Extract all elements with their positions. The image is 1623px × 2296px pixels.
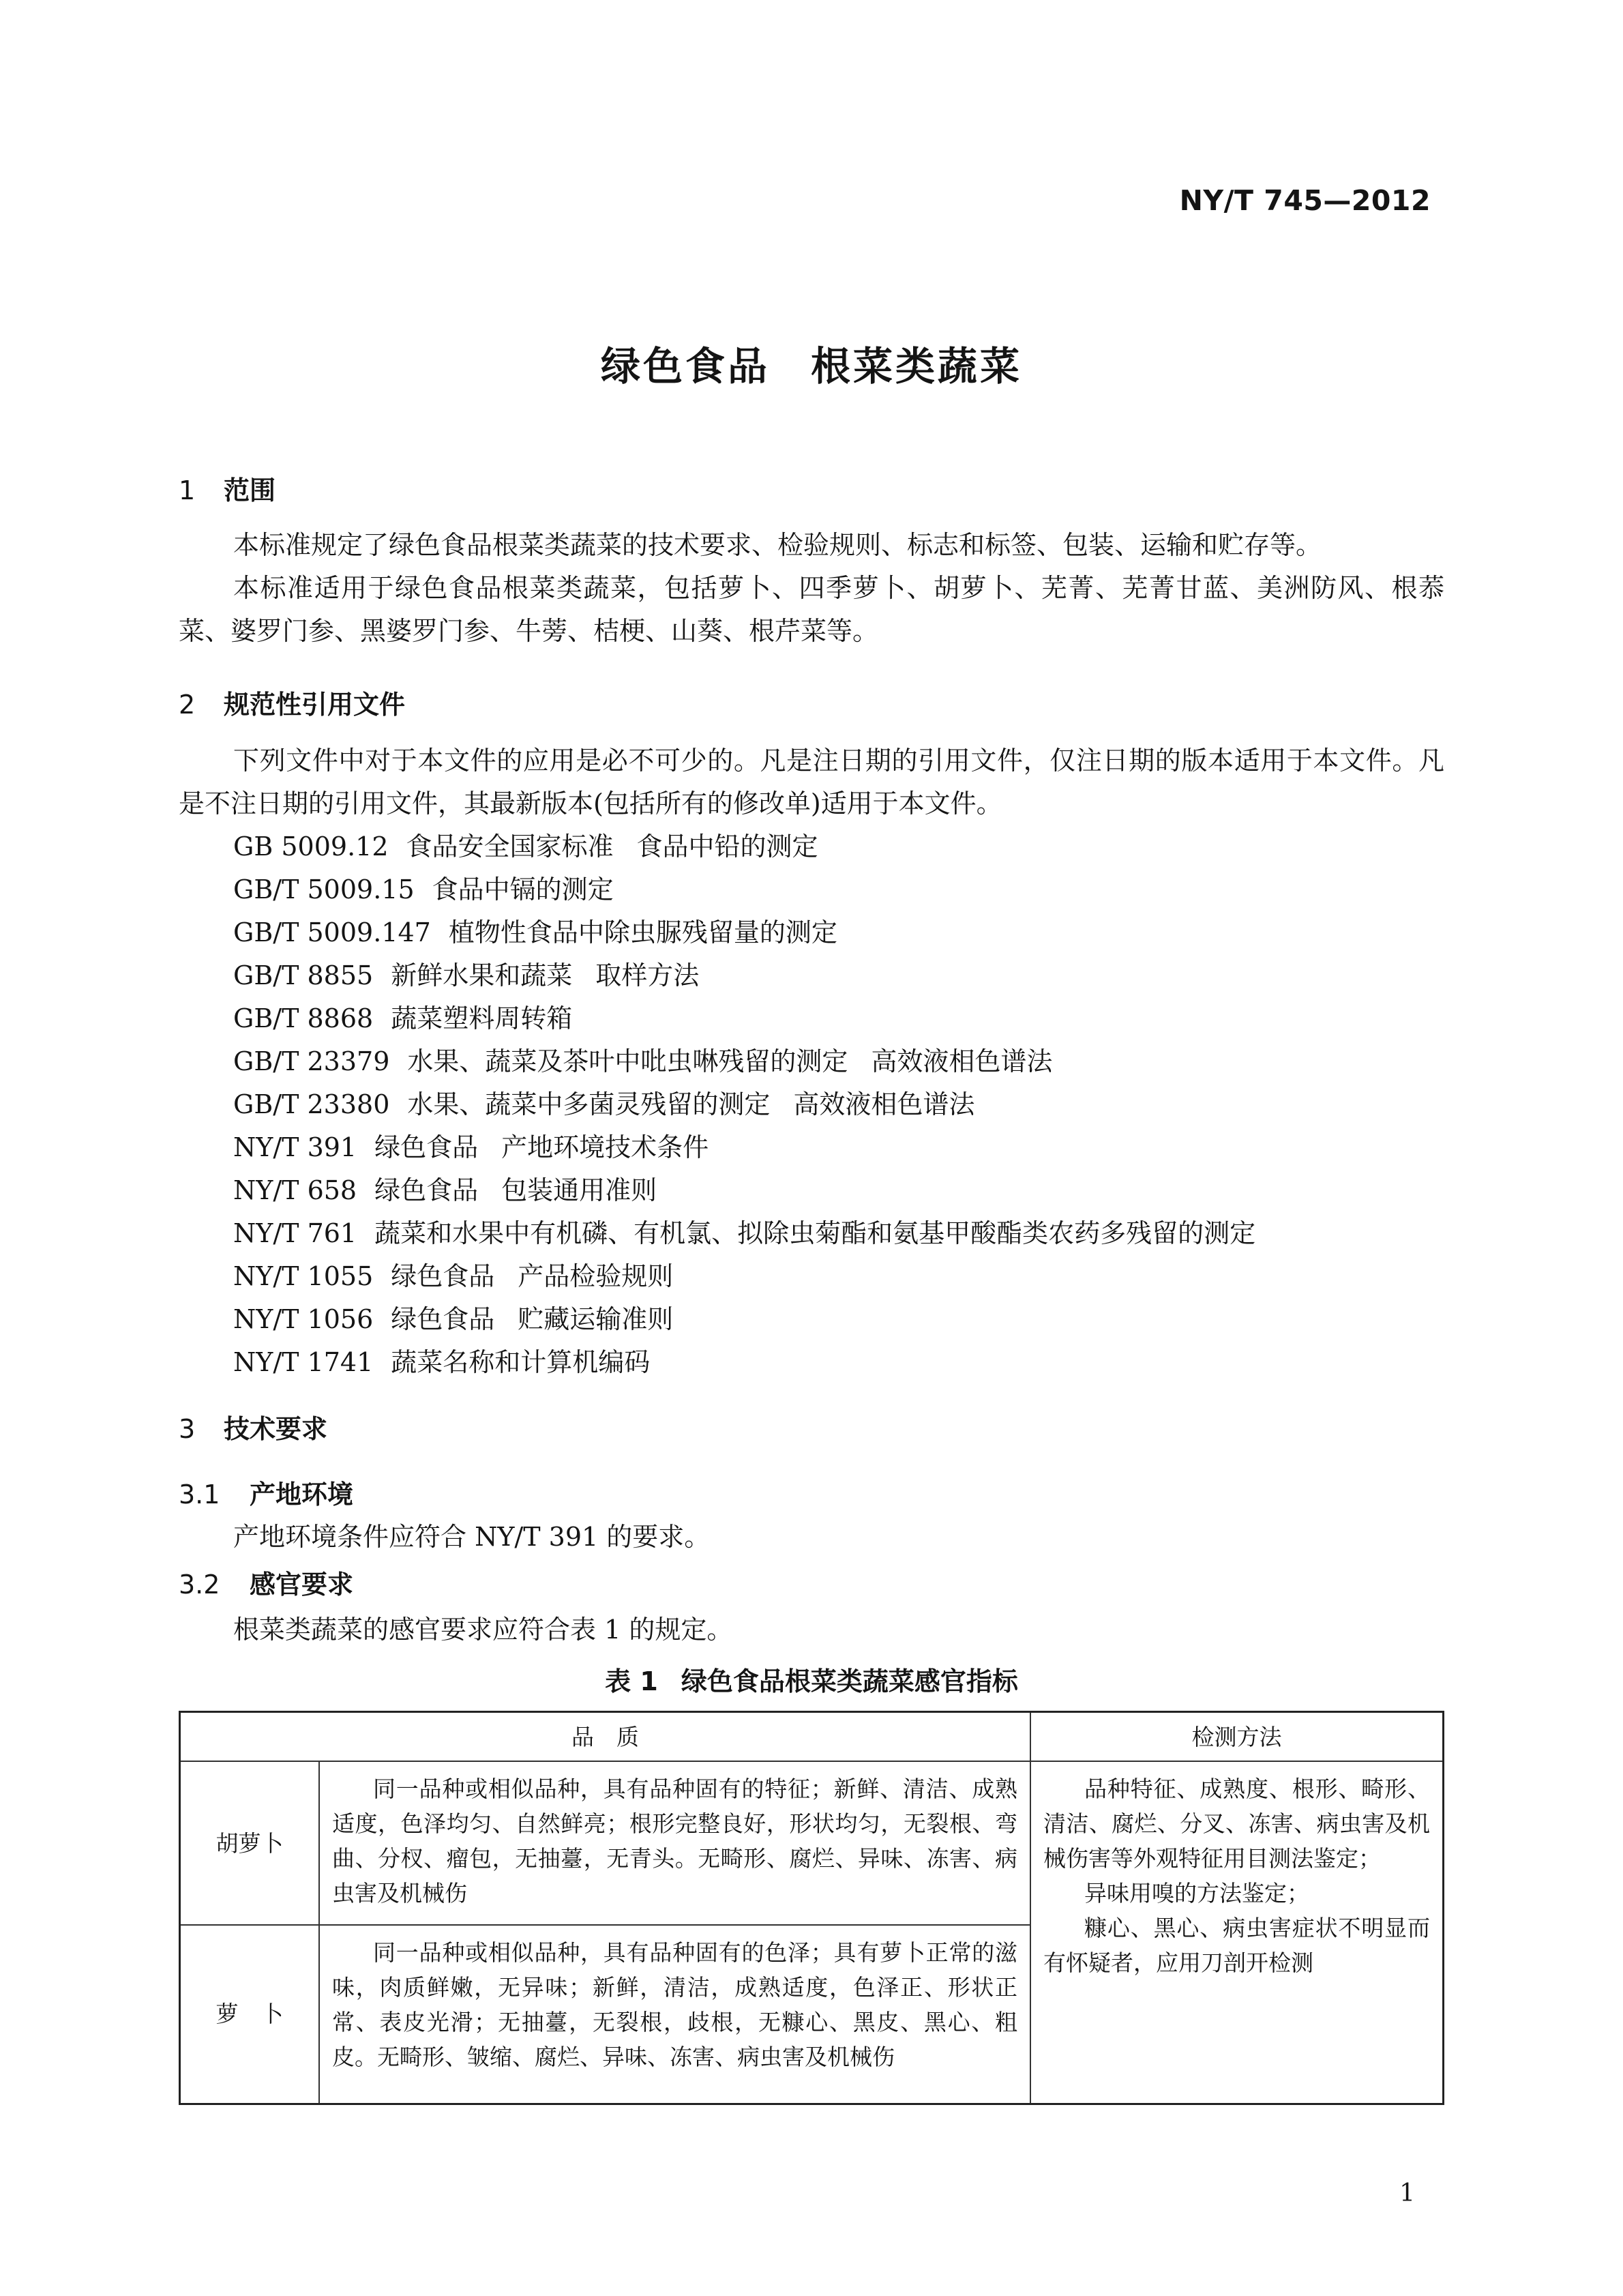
section-1-body: [179, 524, 1444, 653]
standard-code: NY/T 745—2012: [1179, 184, 1431, 217]
reference-code: NY/T 391: [233, 1132, 357, 1162]
sensory-table: [179, 1711, 1444, 2105]
section-3-heading: [179, 1408, 327, 1445]
reference-code: NY/T 1055: [233, 1261, 374, 1291]
table-title: 绿色食品根菜类蔬菜感官指标: [681, 1666, 1018, 1696]
method-text: 糠心、黑心、病虫害症状不明显而有怀疑者，应用刀剖开检测: [1043, 1915, 1430, 1976]
header-quality: 品 质: [180, 1712, 1031, 1762]
reference-code: GB/T 5009.15: [233, 874, 415, 904]
reference-item: [233, 1083, 1279, 1126]
reference-item: [233, 1169, 1279, 1212]
reference-title: 食品安全国家标准: [406, 831, 614, 862]
method-cell: [1030, 1761, 1444, 2104]
section-title: 技术要求: [224, 1414, 328, 1444]
reference-title: 绿色食品: [374, 1175, 479, 1205]
reference-title: 蔬菜名称和计算机编码: [391, 1347, 651, 1377]
section-3-2-heading: [179, 1563, 353, 1601]
section-3-1-text: 产地环境条件应符合 NY/T 391 的要求。: [233, 1522, 711, 1552]
table-row: [180, 1761, 1444, 1925]
section-number: 3: [179, 1414, 196, 1444]
section-number: 2: [179, 690, 196, 720]
reference-item: [233, 1341, 1279, 1384]
reference-title: 水果、蔬菜及茶叶中吡虫啉残留的测定: [407, 1046, 848, 1076]
table-header-row: [180, 1712, 1444, 1762]
quality-text: 同一品种或相似品种，具有品种固有的色泽；具有萝卜正常的滋味，肉质鲜嫩，无异味；新鲜，清洁，成熟适度，色泽正、形状正常、表皮光滑；无抽薹，无裂根，歧根，无糠心、黑皮、黑心、粗皮。无畸形、皱缩、腐烂、异味、冻害、病虫害及机械伤: [332, 1939, 1017, 2070]
section-title: 产地环境: [250, 1480, 354, 1510]
header-method: 检测方法: [1030, 1712, 1444, 1762]
reference-title: 蔬菜塑料周转箱: [391, 1003, 573, 1033]
reference-code: NY/T 1056: [233, 1304, 374, 1334]
reference-subtitle: 贮藏运输准则: [518, 1304, 674, 1334]
title-part-2: 根菜类蔬菜: [811, 343, 1023, 389]
quality-cell: [319, 1925, 1030, 2104]
section-2-intro: [179, 739, 1444, 825]
section-number: 3.2: [179, 1570, 220, 1600]
reference-code: GB/T 5009.147: [233, 917, 431, 947]
reference-subtitle: 取样方法: [595, 960, 700, 990]
reference-subtitle: 产地环境技术条件: [501, 1132, 709, 1162]
reference-code: NY/T 1741: [233, 1347, 374, 1377]
reference-subtitle: 产品检验规则: [518, 1261, 674, 1291]
reference-item: [233, 868, 1279, 911]
paragraph: 本标准适用于绿色食品根菜类蔬菜，包括萝卜、四季萝卜、胡萝卜、芜菁、芜菁甘蓝、美洲防风、根菾菜、婆罗门参、黑婆罗门参、牛蒡、桔梗、山葵、根芹菜等。: [179, 573, 1444, 646]
quality-text: 同一品种或相似品种，具有品种固有的特征；新鲜、清洁、成熟适度，色泽均匀、自然鲜亮；根形完整良好，形状均匀，无裂根、弯曲、分杈、瘤包，无抽薹，无青头。无畸形、腐烂、异味、冻害、病虫害及机械伤: [332, 1776, 1017, 1907]
page-number: 1: [1399, 2179, 1415, 2207]
method-text: 品种特征、成熟度、根形、畸形、清洁、腐烂、分叉、冻害、病虫害及机械伤害等外观特征用目测法鉴定；: [1043, 1776, 1430, 1872]
reference-title: 蔬菜和水果中有机磷、有机氯、拟除虫菊酯和氨基甲酸酯类农药多残留的测定: [374, 1218, 1256, 1248]
table-number: 表 1: [605, 1666, 658, 1696]
title-part-1: 绿色食品: [600, 343, 770, 389]
section-2-heading: [179, 683, 405, 721]
reference-item: [233, 997, 1279, 1040]
method-text: 异味用嗅的方法鉴定；: [1084, 1880, 1309, 1907]
vegetable-name: 胡萝卜: [180, 1761, 320, 1925]
reference-item: [233, 911, 1279, 954]
reference-subtitle: 高效液相色谱法: [793, 1089, 975, 1119]
reference-code: GB 5009.12: [233, 831, 389, 862]
reference-subtitle: 包装通用准则: [501, 1175, 657, 1205]
quality-cell: [319, 1761, 1030, 1925]
reference-code: NY/T 761: [233, 1218, 357, 1248]
reference-title: 绿色食品: [391, 1304, 495, 1334]
section-title: 范围: [224, 475, 276, 505]
reference-item: [233, 954, 1279, 997]
reference-code: GB/T 8855: [233, 960, 374, 990]
reference-item: [233, 1040, 1279, 1083]
reference-title: 食品中镉的测定: [432, 874, 614, 904]
reference-item: [233, 825, 1279, 868]
section-3-1-heading: [179, 1473, 353, 1511]
reference-item: [233, 1298, 1279, 1341]
section-3-2-text: 根菜类蔬菜的感官要求应符合表 1 的规定。: [233, 1615, 733, 1645]
reference-item: [233, 1126, 1279, 1169]
section-number: 3.1: [179, 1480, 220, 1510]
section-title: 感官要求: [250, 1570, 354, 1600]
reference-code: GB/T 23380: [233, 1089, 390, 1119]
section-number: 1: [179, 475, 196, 505]
reference-title: 植物性食品中除虫脲残留量的测定: [448, 917, 837, 947]
table-caption: [0, 1660, 1623, 1698]
vegetable-name: 萝 卜: [180, 1925, 320, 2104]
reference-item: [233, 1255, 1279, 1298]
reference-title: 绿色食品: [374, 1132, 479, 1162]
paragraph: 本标准规定了绿色食品根菜类蔬菜的技术要求、检验规则、标志和标签、包装、运输和贮存等。: [233, 530, 1322, 560]
paragraph: 下列文件中对于本文件的应用是必不可少的。凡是注日期的引用文件，仅注日期的版本适用于本文件。凡是不注日期的引用文件，其最新版本(包括所有的修改单)适用于本文件。: [179, 746, 1444, 819]
section-title: 规范性引用文件: [224, 690, 406, 720]
reference-code: GB/T 8868: [233, 1003, 374, 1033]
reference-title: 绿色食品: [391, 1261, 495, 1291]
reference-code: NY/T 658: [233, 1175, 357, 1205]
reference-subtitle: 食品中铅的测定: [636, 831, 818, 862]
reference-item: [233, 1212, 1279, 1255]
document-title: [0, 334, 1623, 392]
reference-list: [233, 825, 1279, 1384]
section-1-heading: [179, 469, 276, 507]
reference-title: 新鲜水果和蔬菜: [391, 960, 573, 990]
reference-title: 水果、蔬菜中多菌灵残留的测定: [407, 1089, 771, 1119]
reference-code: GB/T 23379: [233, 1046, 390, 1076]
reference-subtitle: 高效液相色谱法: [871, 1046, 1053, 1076]
